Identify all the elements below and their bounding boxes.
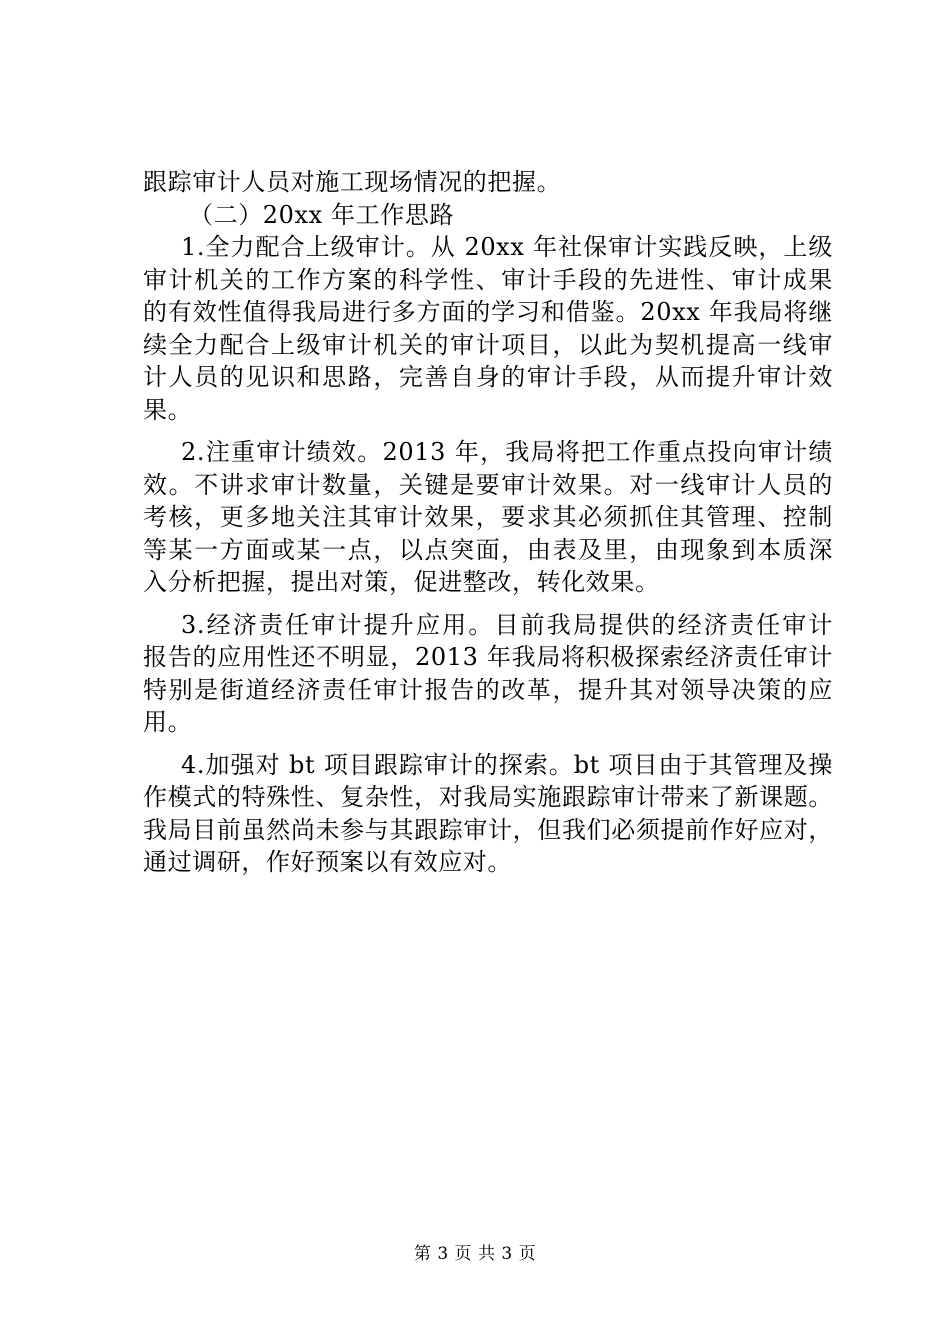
paragraph-line: 的有效性值得我局进行多方面的学习和借鉴。20xx 年我局将继 <box>143 298 833 326</box>
paragraph-line: 2.注重审计绩效。2013 年，我局将把工作重点投向审计绩 <box>181 438 833 466</box>
paragraph-line: 通过调研，作好预案以有效应对。 <box>143 848 512 876</box>
page-number-footer: 第 3 页 共 3 页 <box>413 1244 537 1264</box>
paragraph-line: 计人员的见识和思路，完善自身的审计手段，从而提升审计效 <box>143 363 833 391</box>
paragraph-line: 报告的应用性还不明显，2013 年我局将积极探索经济责任审计 <box>143 643 833 671</box>
paragraph-line: 入分析把握，提出对策，促进整改，转化效果。 <box>143 568 660 596</box>
paragraph-line: 1.全力配合上级审计。从 20xx 年社保审计实践反映，上级 <box>181 233 833 261</box>
section-heading: （二）20xx 年工作思路 <box>189 200 455 229</box>
paragraph-line: 考核，更多地关注其审计效果，要求其必须抓住其管理、控制 <box>143 503 833 531</box>
paragraph-line: 等某一方面或某一点，以点突面，由表及里，由现象到本质深 <box>143 535 833 564</box>
paragraph-line: 跟踪审计人员对施工现场情况的把握。 <box>143 168 562 196</box>
paragraph-line: 审计机关的工作方案的科学性、审计手段的先进性、审计成果 <box>143 265 833 294</box>
paragraph-line: 续全力配合上级审计机关的审计项目，以此为契机提高一线审 <box>143 330 833 359</box>
body-text <box>143 166 833 879</box>
paragraph-line: 作模式的特殊性、复杂性，对我局实施跟踪审计带来了新课题。 <box>143 783 833 811</box>
paragraph-line: 用。 <box>143 708 193 736</box>
paragraph-line: 3.经济责任审计提升应用。目前我局提供的经济责任审计 <box>181 610 833 639</box>
paragraph-line: 效。不讲求审计数量，关键是要审计效果。对一线审计人员的 <box>143 470 833 499</box>
paragraph-line: 我局目前虽然尚未参与其跟踪审计，但我们必须提前作好应对， <box>143 815 833 844</box>
paragraph-line: 特别是街道经济责任审计报告的改革，提升其对领导决策的应 <box>143 675 833 704</box>
paragraph-line: 果。 <box>143 395 193 424</box>
paragraph-line: 4.加强对 bt 项目跟踪审计的探索。bt 项目由于其管理及操 <box>181 750 833 779</box>
